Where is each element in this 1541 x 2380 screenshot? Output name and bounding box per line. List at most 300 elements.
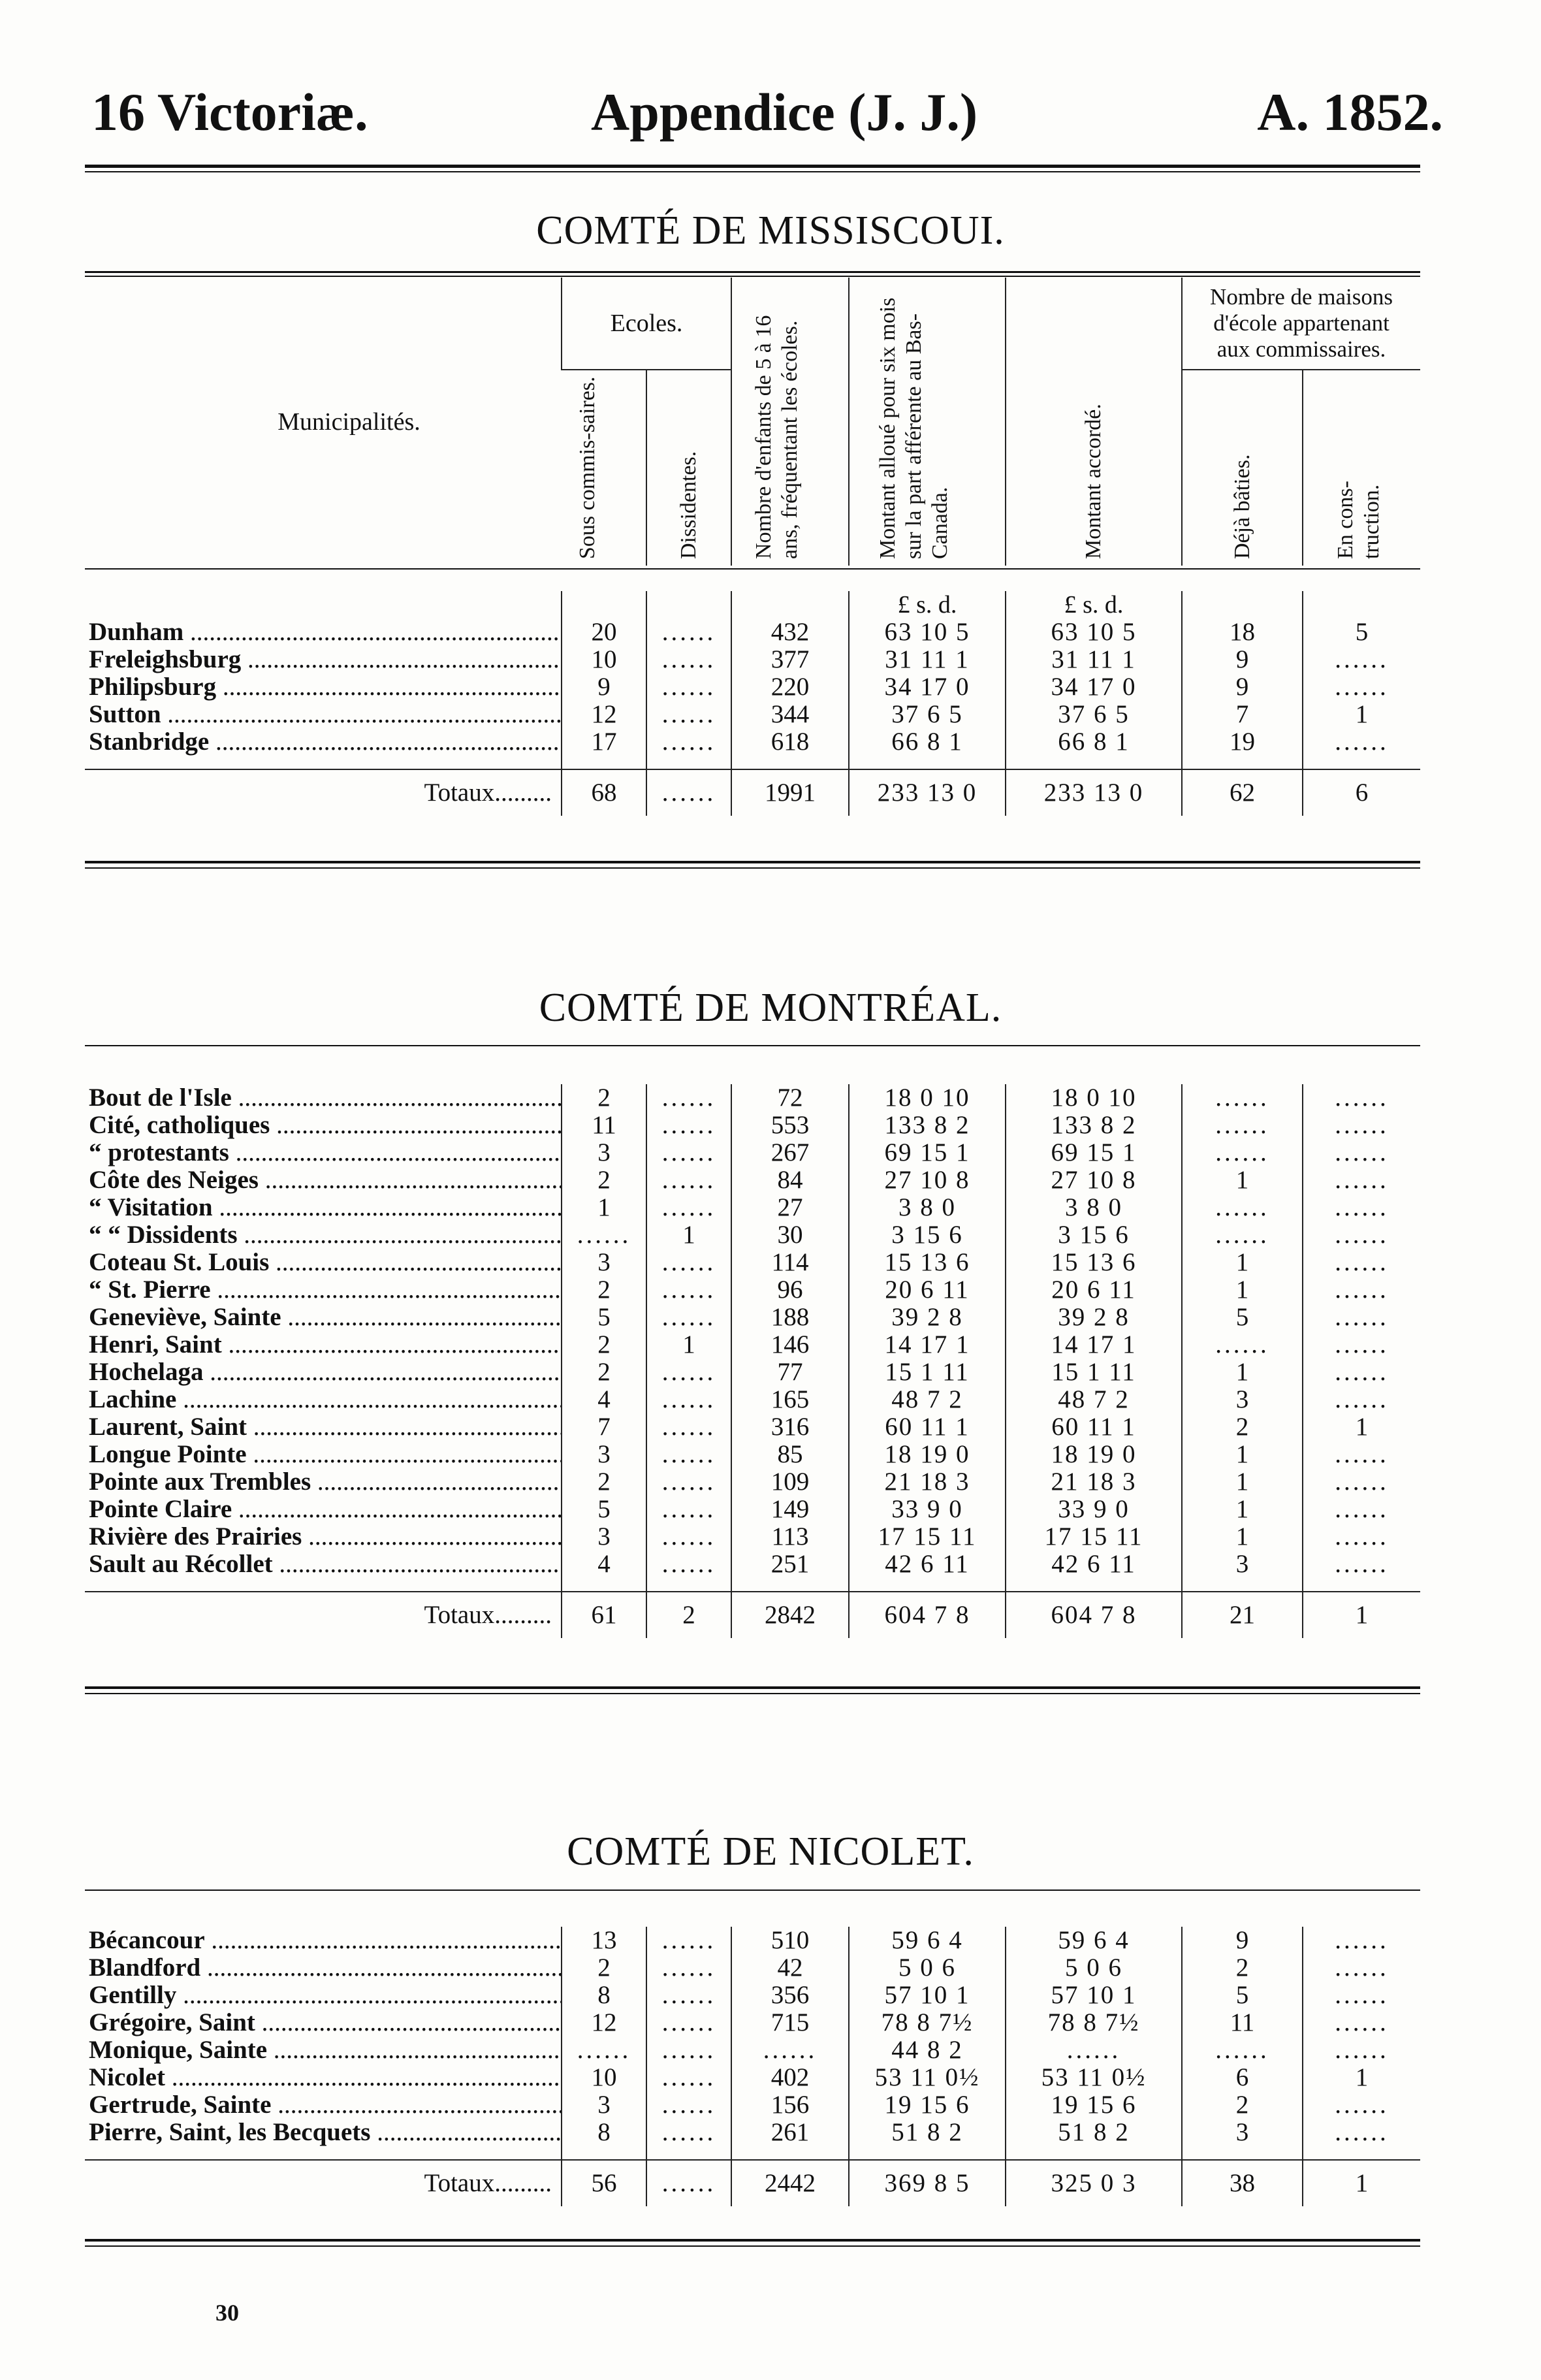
cell-cons: ...... [1303,1927,1420,1954]
municipality-name: Pointe Claire ..... [85,1496,562,1523]
cell-enf: 113 [731,1523,849,1551]
col-dissidentes: Dissidentes. [646,370,731,566]
totals-label: Totaux......... [85,769,562,816]
cell-sous: 8 [562,2119,646,2146]
cell-alloue: 33 9 0 [849,1496,1006,1523]
cell-sous: 12 [562,2009,646,2036]
total-enf: 2442 [731,2160,849,2206]
cell-accorde: 51 8 2 [1006,2119,1182,2146]
cell-cons: ...... [1303,1084,1420,1112]
cell-cons: ...... [1303,2091,1420,2119]
table-row [85,1084,1420,1112]
cell-diss: ...... [646,673,731,701]
cell-accorde: 21 18 3 [1006,1468,1182,1496]
cell-diss: ...... [646,2091,731,2119]
cell-sous: 2 [562,1954,646,1982]
municipality-name: Pierre, Saint, les Becquets ..... [85,2119,562,2146]
cell-accorde: 14 17 1 [1006,1331,1182,1359]
cell-alloue: 39 2 8 [849,1304,1006,1331]
cell-enf: 220 [731,673,849,701]
table-top-rule [85,271,1420,273]
cell-diss: ...... [646,1166,731,1194]
table-row [85,1359,1420,1386]
municipality-name: Lachine ..... [85,1386,562,1413]
table-row [85,1386,1420,1413]
cell-accorde: 66 8 1 [1006,728,1182,756]
cell-accorde: 3 8 0 [1006,1194,1182,1221]
cell-baties: 5 [1182,1982,1303,2009]
cell-diss: ...... [646,1982,731,2009]
cell-diss: ...... [646,1496,731,1523]
cell-alloue: 18 19 0 [849,1441,1006,1468]
cell-diss: 1 [646,1331,731,1359]
cell-enf: 188 [731,1304,849,1331]
table-row [85,2064,1420,2091]
total-enf: 1991 [731,769,849,816]
cell-cons: ...... [1303,646,1420,673]
cell-alloue: 133 8 2 [849,1112,1006,1139]
cell-enf: 109 [731,1468,849,1496]
cell-cons: ...... [1303,1496,1420,1523]
table-missiscoui [85,591,1420,816]
totals-row [85,2160,1420,2206]
col-maisons: Nombre de maisons d'école appartenant aux commissaires. [1182,278,1420,370]
cell-enf: 316 [731,1413,849,1441]
cell-diss: ...... [646,1954,731,1982]
cell-alloue: 14 17 1 [849,1331,1006,1359]
cell-accorde: 27 10 8 [1006,1166,1182,1194]
total-sous: 61 [562,1592,646,1638]
cell-cons: ...... [1303,1359,1420,1386]
col-municipalites: Municipalités. [278,408,421,436]
municipality-name: Henri, Saint ..... [85,1331,562,1359]
cell-sous: 8 [562,1982,646,2009]
cell-alloue: 3 8 0 [849,1194,1006,1221]
table-row [85,1523,1420,1551]
cell-cons: ...... [1303,1331,1420,1359]
cell-alloue: 53 11 0½ [849,2064,1006,2091]
cell-accorde: 19 15 6 [1006,2091,1182,2119]
cell-enf: 553 [731,1112,849,1139]
totals-row [85,1592,1420,1638]
cell-baties: 6 [1182,2064,1303,2091]
cell-alloue: 44 8 2 [849,2036,1006,2064]
cell-accorde: ...... [1006,2036,1182,2064]
cell-alloue: 57 10 1 [849,1982,1006,2009]
section-rule-missiscoui-2 [85,867,1420,869]
total-baties: 38 [1182,2160,1303,2206]
col-en-construction: En cons-truction. [1303,370,1420,566]
total-sous: 68 [562,769,646,816]
table-row [85,1276,1420,1304]
municipality-name: Coteau St. Louis ..... [85,1249,562,1276]
cell-sous: 7 [562,1413,646,1441]
cell-alloue: 18 0 10 [849,1084,1006,1112]
municipality-name: “ “ Dissidents ..... [85,1221,562,1249]
cell-sous: 3 [562,1249,646,1276]
cell-accorde: 133 8 2 [1006,1112,1182,1139]
cell-diss: ...... [646,1927,731,1954]
cell-enf: 27 [731,1194,849,1221]
cell-diss: ...... [646,1386,731,1413]
cell-enf: 156 [731,2091,849,2119]
municipality-name: Dunham ..... [85,619,562,646]
cell-accorde: 15 13 6 [1006,1249,1182,1276]
municipality-name: “ Visitation ..... [85,1194,562,1221]
cell-cons: ...... [1303,728,1420,756]
cell-enf: 356 [731,1982,849,2009]
municipality-name: Rivière des Prairies ..... [85,1523,562,1551]
cell-diss: ...... [646,1084,731,1112]
cell-baties: ...... [1182,2036,1303,2064]
section-rule-missiscoui [85,861,1420,863]
cell-accorde: 78 8 7½ [1006,2009,1182,2036]
cell-alloue: 34 17 0 [849,673,1006,701]
cell-baties: ...... [1182,1084,1303,1112]
cell-sous: 9 [562,673,646,701]
municipality-name: Sault au Récollet ..... [85,1551,562,1578]
units-accorde: £ s. d. [1006,591,1182,619]
cell-enf: 251 [731,1551,849,1578]
cell-sous: ...... [562,2036,646,2064]
cell-enf: 510 [731,1927,849,1954]
cell-sous: 5 [562,1496,646,1523]
nicolet-top-rule [85,1890,1420,1891]
cell-baties: 3 [1182,1551,1303,1578]
units-row [85,591,1420,619]
cell-alloue: 31 11 1 [849,646,1006,673]
table-row [85,1112,1420,1139]
cell-diss: ...... [646,1441,731,1468]
cell-baties: 2 [1182,1954,1303,1982]
municipality-name: Gentilly ..... [85,1982,562,2009]
cell-baties: 9 [1182,646,1303,673]
municipality-name: Bécancour ..... [85,1927,562,1954]
cell-diss: ...... [646,646,731,673]
cell-baties: 18 [1182,619,1303,646]
cell-cons: ...... [1303,1982,1420,2009]
cell-baties: ...... [1182,1194,1303,1221]
cell-enf: 84 [731,1166,849,1194]
cell-baties: 2 [1182,2091,1303,2119]
cell-enf: 72 [731,1084,849,1112]
municipality-name: Monique, Sainte ..... [85,2036,562,2064]
cell-sous: 4 [562,1386,646,1413]
cell-accorde: 48 7 2 [1006,1386,1182,1413]
table-row [85,1166,1420,1194]
cell-cons: ...... [1303,1221,1420,1249]
cell-alloue: 3 15 6 [849,1221,1006,1249]
cell-alloue: 17 15 11 [849,1523,1006,1551]
cell-sous: 11 [562,1112,646,1139]
table-row [85,1139,1420,1166]
total-diss: ...... [646,2160,731,2206]
total-accorde: 233 13 0 [1006,769,1182,816]
cell-baties: 1 [1182,1249,1303,1276]
cell-baties: 3 [1182,2119,1303,2146]
header-rule-thick [85,165,1420,168]
cell-baties: 1 [1182,1468,1303,1496]
municipality-name: Hochelaga ..... [85,1359,562,1386]
cell-baties: 19 [1182,728,1303,756]
table-montreal [85,1084,1420,1638]
table-row [85,1304,1420,1331]
cell-diss: ...... [646,2119,731,2146]
cell-cons: 1 [1303,701,1420,728]
cell-alloue: 48 7 2 [849,1386,1006,1413]
municipality-name: Freleighsburg ..... [85,646,562,673]
cell-accorde: 3 15 6 [1006,1221,1182,1249]
municipality-name: Grégoire, Saint ..... [85,2009,562,2036]
units-alloue: £ s. d. [849,591,1006,619]
cell-sous: 17 [562,728,646,756]
cell-sous: 3 [562,2091,646,2119]
cell-alloue: 15 1 11 [849,1359,1006,1386]
cell-diss: ...... [646,619,731,646]
cell-baties: 11 [1182,2009,1303,2036]
section-rule-montreal [85,1686,1420,1689]
section-title-nicolet: COMTÉ DE NICOLET. [567,1829,974,1874]
spacer-row [85,756,1420,769]
page-number: 30 [215,2300,239,2326]
cell-alloue: 20 6 11 [849,1276,1006,1304]
cell-diss: ...... [646,2009,731,2036]
cell-diss: ...... [646,1112,731,1139]
cell-diss: ...... [646,1468,731,1496]
section-rule-nicolet-2 [85,2245,1420,2247]
total-accorde: 604 7 8 [1006,1592,1182,1638]
cell-accorde: 63 10 5 [1006,619,1182,646]
municipality-name: Pointe aux Trembles ..... [85,1468,562,1496]
cell-sous: 3 [562,1523,646,1551]
table-top-rule-2 [85,276,1420,277]
cell-enf: 402 [731,2064,849,2091]
cell-baties: ...... [1182,1331,1303,1359]
cell-alloue: 69 15 1 [849,1139,1006,1166]
spacer-row [85,1578,1420,1592]
cell-cons: ...... [1303,1954,1420,1982]
cell-baties: 1 [1182,1523,1303,1551]
cell-accorde: 33 9 0 [1006,1496,1182,1523]
column-header [85,278,1420,566]
section-title-missiscoui: COMTÉ DE MISSISCOUI. [536,208,1005,253]
cell-accorde: 69 15 1 [1006,1139,1182,1166]
table-row [85,1441,1420,1468]
cell-sous: 3 [562,1441,646,1468]
cell-diss: ...... [646,1139,731,1166]
cell-sous: 12 [562,701,646,728]
cell-cons: ...... [1303,1386,1420,1413]
cell-accorde: 57 10 1 [1006,1982,1182,2009]
table-row [85,2009,1420,2036]
total-cons: 1 [1303,1592,1420,1638]
cell-sous: ...... [562,1221,646,1249]
section-rule-montreal-2 [85,1693,1420,1694]
total-alloue: 369 8 5 [849,2160,1006,2206]
cell-baties: 9 [1182,1927,1303,1954]
header-bottom-rule [85,568,1420,570]
cell-alloue: 59 6 4 [849,1927,1006,1954]
table-row [85,1468,1420,1496]
cell-sous: 2 [562,1331,646,1359]
cell-cons: ...... [1303,1194,1420,1221]
cell-enf: 618 [731,728,849,756]
cell-cons: 1 [1303,2064,1420,2091]
cell-accorde: 20 6 11 [1006,1276,1182,1304]
cell-accorde: 34 17 0 [1006,673,1182,701]
cell-cons: ...... [1303,1139,1420,1166]
cell-alloue: 21 18 3 [849,1468,1006,1496]
cell-cons: 5 [1303,619,1420,646]
cell-diss: ...... [646,2064,731,2091]
municipality-name: Bout de l'Isle ..... [85,1084,562,1112]
municipality-name: Longue Pointe ..... [85,1441,562,1468]
table-row [85,619,1420,646]
cell-alloue: 60 11 1 [849,1413,1006,1441]
col-nombre-enfants: Nombre d'enfants de 5 à 16 ans, fréquentant les écoles. [731,278,849,566]
cell-sous: 4 [562,1551,646,1578]
cell-alloue: 27 10 8 [849,1166,1006,1194]
cell-diss: ...... [646,1276,731,1304]
cell-sous: 2 [562,1359,646,1386]
cell-cons: ...... [1303,1551,1420,1578]
cell-enf: 146 [731,1331,849,1359]
cell-sous: 10 [562,646,646,673]
cell-sous: 13 [562,1927,646,1954]
cell-sous: 5 [562,1304,646,1331]
cell-alloue: 19 15 6 [849,2091,1006,2119]
cell-baties: 2 [1182,1413,1303,1441]
municipality-name: Philipsburg ..... [85,673,562,701]
table-row [85,728,1420,756]
cell-diss: ...... [646,701,731,728]
totals-label: Totaux......... [85,2160,562,2206]
cell-diss: ...... [646,1413,731,1441]
cell-diss: ...... [646,1551,731,1578]
cell-baties: 5 [1182,1304,1303,1331]
table-row [85,701,1420,728]
cell-baties: 1 [1182,1276,1303,1304]
cell-diss: ...... [646,1359,731,1386]
cell-sous: 3 [562,1139,646,1166]
municipality-name: Côte des Neiges ..... [85,1166,562,1194]
totals-row [85,769,1420,816]
cell-baties: 9 [1182,673,1303,701]
col-montant-alloue: Montant alloué pour six mois sur la part afférente au Bas-Canada. [849,278,1006,566]
cell-enf: 344 [731,701,849,728]
cell-cons: ...... [1303,673,1420,701]
municipality-name: Gertrude, Sainte ..... [85,2091,562,2119]
cell-cons: ...... [1303,2119,1420,2146]
cell-sous: 1 [562,1194,646,1221]
cell-accorde: 60 11 1 [1006,1413,1182,1441]
table-row [85,1982,1420,2009]
cell-cons: ...... [1303,1468,1420,1496]
total-enf: 2842 [731,1592,849,1638]
cell-baties: ...... [1182,1112,1303,1139]
table-nicolet [85,1927,1420,2206]
cell-enf: 96 [731,1276,849,1304]
total-baties: 62 [1182,769,1303,816]
cell-diss: ...... [646,2036,731,2064]
header-left: 16 Victoriæ. [91,82,368,142]
municipality-name: Laurent, Saint ..... [85,1413,562,1441]
cell-enf: 77 [731,1359,849,1386]
table-row [85,2036,1420,2064]
totals-label: Totaux......... [85,1592,562,1638]
cell-alloue: 51 8 2 [849,2119,1006,2146]
cell-sous: 20 [562,619,646,646]
cell-accorde: 18 0 10 [1006,1084,1182,1112]
cell-accorde: 31 11 1 [1006,646,1182,673]
col-ecoles: Ecoles. [562,278,731,370]
table-row [85,1413,1420,1441]
municipality-name: “ protestants ..... [85,1139,562,1166]
cell-baties: 1 [1182,1166,1303,1194]
section-title-montreal: COMTÉ DE MONTRÉAL. [539,986,1002,1030]
cell-baties: 1 [1182,1496,1303,1523]
cell-accorde: 59 6 4 [1006,1927,1182,1954]
col-deja-baties: Déjà bâties. [1182,370,1303,566]
header-rule-thin [85,171,1420,172]
municipality-name: Blandford ..... [85,1954,562,1982]
cell-enf: 149 [731,1496,849,1523]
total-cons: 1 [1303,2160,1420,2206]
header-center: Appendice (J. J.) [591,82,978,142]
cell-baties: ...... [1182,1139,1303,1166]
table-row [85,1249,1420,1276]
cell-alloue: 42 6 11 [849,1551,1006,1578]
cell-cons: ...... [1303,1523,1420,1551]
cell-accorde: 37 6 5 [1006,701,1182,728]
municipality-name: Stanbridge ..... [85,728,562,756]
cell-accorde: 5 0 6 [1006,1954,1182,1982]
table-row [85,646,1420,673]
total-alloue: 233 13 0 [849,769,1006,816]
section-rule-nicolet [85,2239,1420,2242]
cell-cons: 1 [1303,1413,1420,1441]
cell-cons: ...... [1303,1276,1420,1304]
table-row [85,1194,1420,1221]
cell-accorde: 17 15 11 [1006,1523,1182,1551]
table-row [85,1954,1420,1982]
cell-diss: 1 [646,1221,731,1249]
cell-alloue: 15 13 6 [849,1249,1006,1276]
cell-cons: ...... [1303,1166,1420,1194]
cell-accorde: 18 19 0 [1006,1441,1182,1468]
table-row [85,2119,1420,2146]
cell-enf: 42 [731,1954,849,1982]
total-diss: ...... [646,769,731,816]
cell-baties: 7 [1182,701,1303,728]
cell-enf: 165 [731,1386,849,1413]
table-row [85,1331,1420,1359]
header-right: A. 1852. [1257,82,1443,142]
cell-baties: 1 [1182,1441,1303,1468]
total-accorde: 325 0 3 [1006,2160,1182,2206]
total-cons: 6 [1303,769,1420,816]
cell-cons: ...... [1303,2036,1420,2064]
cell-sous: 10 [562,2064,646,2091]
montreal-top-rule [85,1045,1420,1046]
cell-cons: ...... [1303,1249,1420,1276]
table-row [85,1551,1420,1578]
cell-enf: 261 [731,2119,849,2146]
municipality-name: Geneviève, Sainte ..... [85,1304,562,1331]
cell-accorde: 53 11 0½ [1006,2064,1182,2091]
cell-enf: 715 [731,2009,849,2036]
cell-sous: 2 [562,1166,646,1194]
